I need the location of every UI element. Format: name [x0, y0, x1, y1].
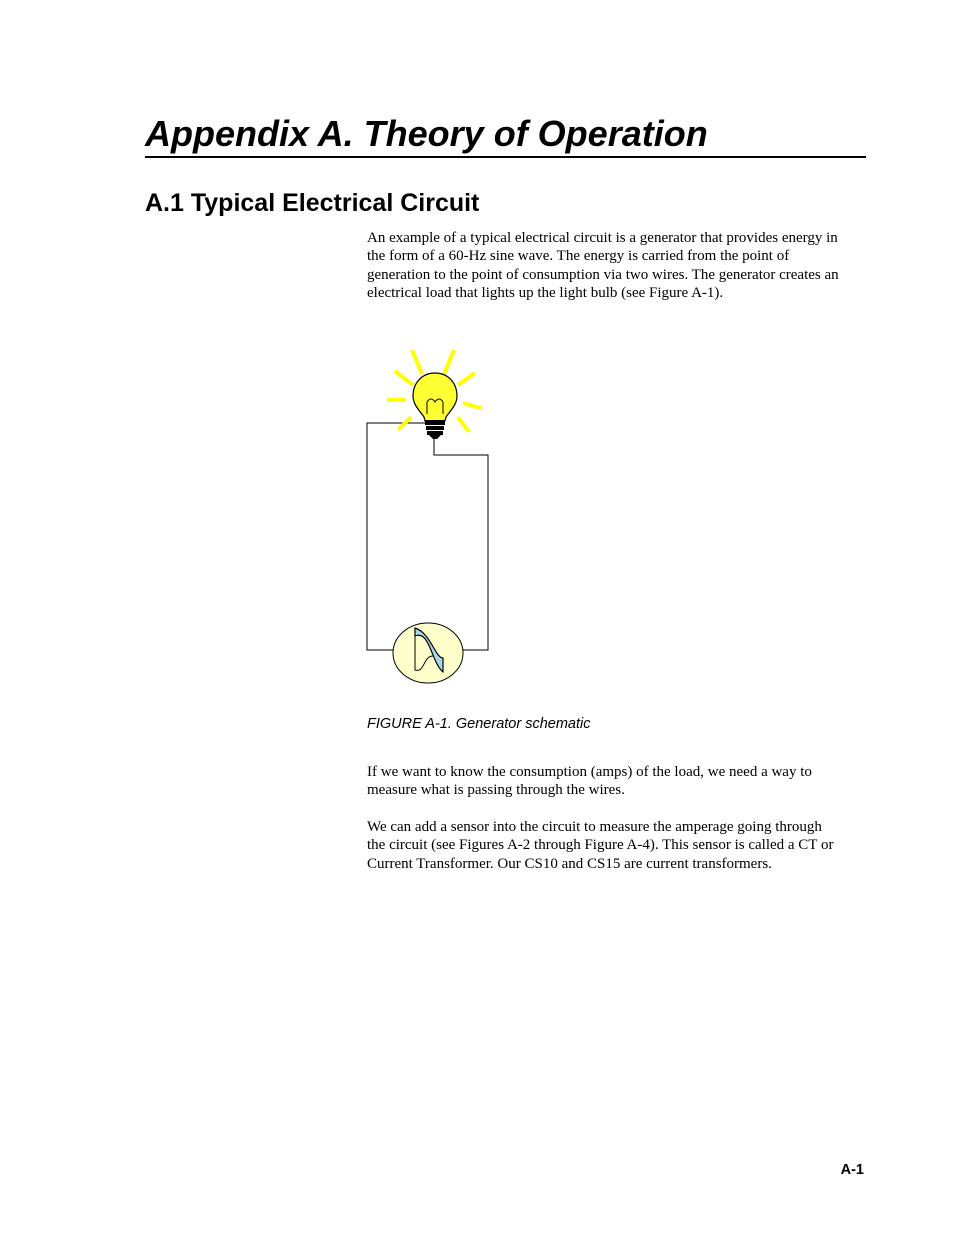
paragraph-line: the form of a 60-Hz sine wave. The energy is carried from the point of — [367, 248, 790, 265]
paragraph-line: If we want to know the consumption (amps) of the load, we need a way to — [367, 764, 812, 780]
chapter-title: Appendix A. Theory of Operation — [145, 113, 708, 154]
schematic-drawing — [355, 340, 515, 690]
light-bulb-icon — [413, 373, 457, 439]
paragraph-consumption — [367, 763, 867, 800]
light-ray-icon — [444, 350, 454, 374]
light-ray-icon — [458, 373, 475, 385]
chapter-title-rule — [145, 156, 866, 158]
paragraph-line: measure what is passing through the wires. — [367, 782, 625, 799]
light-ray-icon — [395, 371, 413, 385]
figure-caption: FIGURE A-1. Generator schematic — [367, 716, 591, 732]
circuit-wires — [367, 423, 488, 650]
paragraph-line: We can add a sensor into the circuit to measure the amperage going through — [367, 819, 822, 835]
paragraph-sensor — [367, 818, 867, 873]
paragraph-line: generation to the point of consumption via two wires. The generator creates an — [367, 266, 839, 283]
paragraph-line: An example of a typical electrical circuit is a generator that provides energy in — [367, 230, 838, 246]
paragraph-intro — [367, 229, 867, 302]
page-number: A-1 — [840, 1162, 864, 1178]
section-heading: A.1 Typical Electrical Circuit — [145, 189, 480, 217]
paragraph-line: Current Transformer. Our CS10 and CS15 are current transformers. — [367, 855, 772, 872]
generator-schematic-figure — [355, 340, 515, 690]
generator-sine-wave-icon — [393, 623, 463, 683]
left-wire — [367, 423, 427, 650]
right-wire — [434, 438, 488, 650]
light-ray-icon — [463, 403, 481, 408]
paragraph-line: electrical load that lights up the light bulb (see Figure A-1). — [367, 284, 724, 301]
paragraph-line: the circuit (see Figures A-2 through Figure A-4). This sensor is called a CT or — [367, 837, 834, 854]
light-ray-icon — [458, 417, 469, 432]
light-ray-icon — [412, 350, 422, 374]
